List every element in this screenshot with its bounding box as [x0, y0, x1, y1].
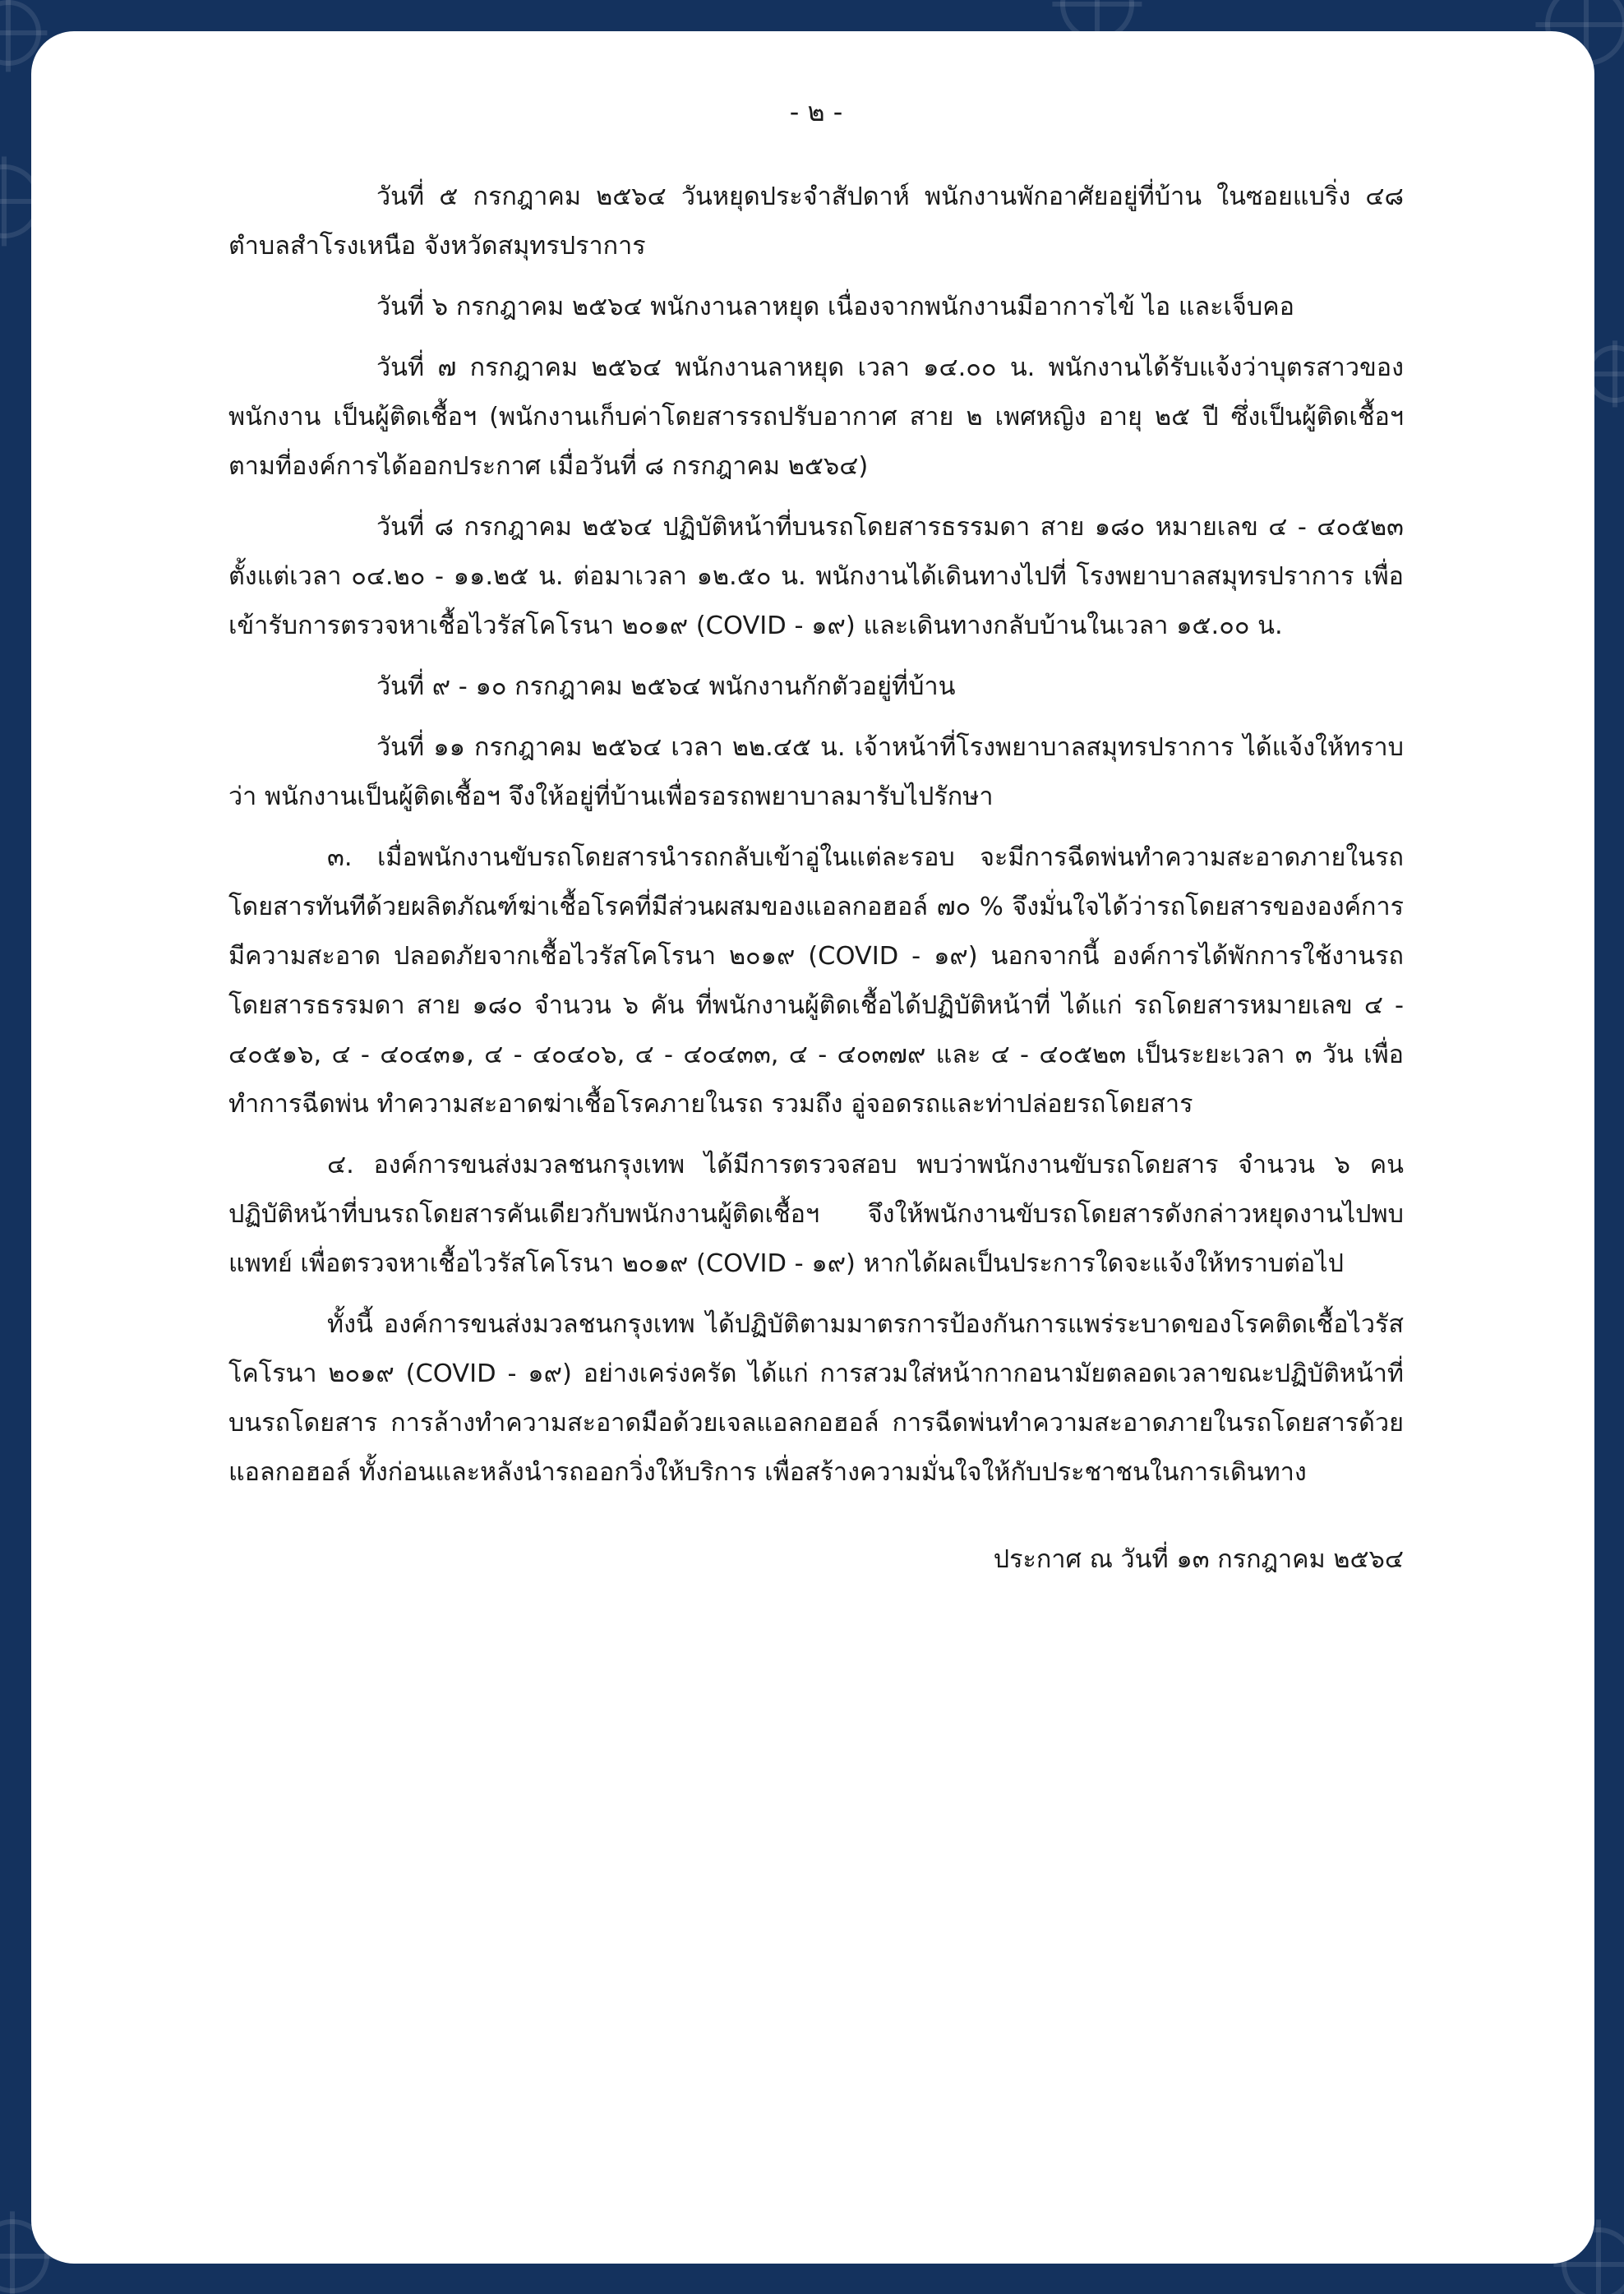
document-body	[228, 173, 1404, 1498]
document-page	[31, 31, 1594, 2264]
paragraph-july-11: วันที่ ๑๑ กรกฎาคม ๒๕๖๔ เวลา ๒๒.๔๕ น. เจ้าหน้าที่โรงพยาบาลสมุทรปราการ ได้แจ้งให้ทราบว่า พนักงานเป็นผู้ติดเชื้อฯ จึงให้อยู่ที่บ้านเพื่อรอรถพยาบาลมารับไปรักษา	[228, 733, 1404, 811]
paragraph-closing: ทั้งนี้ องค์การขนส่งมวลชนกรุงเทพ ได้ปฏิบัติตามมาตรการป้องกันการแพร่ระบาดของโรคติดเชื้อไวรัสโคโรนา ๒๐๑๙ (COVID - ๑๙) อย่างเคร่งครัด ได้แก่ การสวมใส่หน้ากากอนามัยตลอดเวลาขณะปฏิบัติหน้าที่บนรถโดยสาร การล้างทำความสะอาดมือด้วยเจลแอลกอฮอล์ การฉีดพ่นทำความสะอาดภายในรถโดยสารด้วยแอลกอฮอล์ ทั้งก่อนและหลังนำรถออกวิ่งให้บริการ เพื่อสร้างความมั่นใจให้กับประชาชนในการเดินทาง	[228, 1310, 1404, 1487]
paragraph-july-8: วันที่ ๘ กรกฎาคม ๒๕๖๔ ปฏิบัติหน้าที่บนรถโดยสารธรรมดา สาย ๑๘๐ หมายเลข ๔ - ๔๐๕๒๓ ตั้งแต่เวลา ๐๔.๒๐ - ๑๑.๒๕ น. ต่อมาเวลา ๑๒.๕๐ น. พนักงานได้เดินทางไปที่ โรงพยาบาลสมุทรปราการ เพื่อเข้ารับการตรวจหาเชื้อไวรัสโคโรนา ๒๐๑๙ (COVID - ๑๙) และเดินทางกลับบ้านในเวลา ๑๕.๐๐ น.	[228, 513, 1404, 640]
paragraph-item-4: ๔. องค์การขนส่งมวลชนกรุงเทพ ได้มีการตรวจสอบ พบว่าพนักงานขับรถโดยสาร จำนวน ๖ คน ปฏิบัติหน้าที่บนรถโดยสารคันเดียวกับพนักงานผู้ติดเชื้อฯ จึงให้พนักงานขับรถโดยสารดังกล่าวหยุดงานไปพบแพทย์ เพื่อตรวจหาเชื้อไวรัสโคโรนา ๒๐๑๙ (COVID - ๑๙) หากได้ผลเป็นประการใดจะแจ้งให้ทราบต่อไป	[228, 1151, 1404, 1278]
paragraph-july-7: วันที่ ๗ กรกฎาคม ๒๕๖๔ พนักงานลาหยุด เวลา ๑๔.๐๐ น. พนักงานได้รับแจ้งว่าบุตรสาวของพนักงาน เป็นผู้ติดเชื้อฯ (พนักงานเก็บค่าโดยสารรถปรับอากาศ สาย ๒ เพศหญิง อายุ ๒๕ ปี ซึ่งเป็นผู้ติดเชื้อฯ ตามที่องค์การได้ออกประกาศ เมื่อวันที่ ๘ กรกฎาคม ๒๕๖๔)	[228, 353, 1404, 481]
paragraph-item-3: ๓. เมื่อพนักงานขับรถโดยสารนำรถกลับเข้าอู่ในแต่ละรอบ จะมีการฉีดพ่นทำความสะอาดภายในรถโดยสารทันทีด้วยผลิตภัณฑ์ฆ่าเชื้อโรคที่มีส่วนผสมของแอลกอฮอล์ ๗๐ % จึงมั่นใจได้ว่ารถโดยสารขององค์การมีความสะอาด ปลอดภัยจากเชื้อไวรัสโคโรนา ๒๐๑๙ (COVID - ๑๙) นอกจากนี้ องค์การได้พักการใช้งานรถโดยสารธรรมดา สาย ๑๘๐ จำนวน ๖ คัน ที่พนักงานผู้ติดเชื้อได้ปฏิบัติหน้าที่ ได้แก่ รถโดยสารหมายเลข ๔ - ๔๐๕๑๖, ๔ - ๔๐๔๓๑, ๔ - ๔๐๔๐๖, ๔ - ๔๐๔๓๓, ๔ - ๔๐๓๗๙ และ ๔ - ๔๐๕๒๓ เป็นระยะเวลา ๓ วัน เพื่อทำการฉีดพ่น ทำความสะอาดฆ่าเชื้อโรคภายในรถ รวมถึง อู่จอดรถและท่าปล่อยรถโดยสาร	[228, 843, 1404, 1119]
announcement-date: ประกาศ ณ วันที่ ๑๓ กรกฎาคม ๒๕๖๔	[993, 1545, 1404, 1574]
paragraph-july-5: วันที่ ๕ กรกฎาคม ๒๕๖๔ วันหยุดประจำสัปดาห์ พนักงานพักอาศัยอยู่ที่บ้าน ในซอยแบริ่ง ๔๘ ตำบลสำโรงเหนือ จังหวัดสมุทรปราการ	[228, 182, 1404, 261]
paragraph-july-6: วันที่ ๖ กรกฎาคม ๒๕๖๔ พนักงานลาหยุด เนื่องจากพนักงานมีอาการไข้ ไอ และเจ็บคอ	[376, 293, 1294, 321]
paragraph-july-9-10: วันที่ ๙ - ๑๐ กรกฎาคม ๒๕๖๔ พนักงานกักตัวอยู่ที่บ้าน	[376, 672, 956, 701]
page-number: - ๒ -	[789, 96, 843, 127]
